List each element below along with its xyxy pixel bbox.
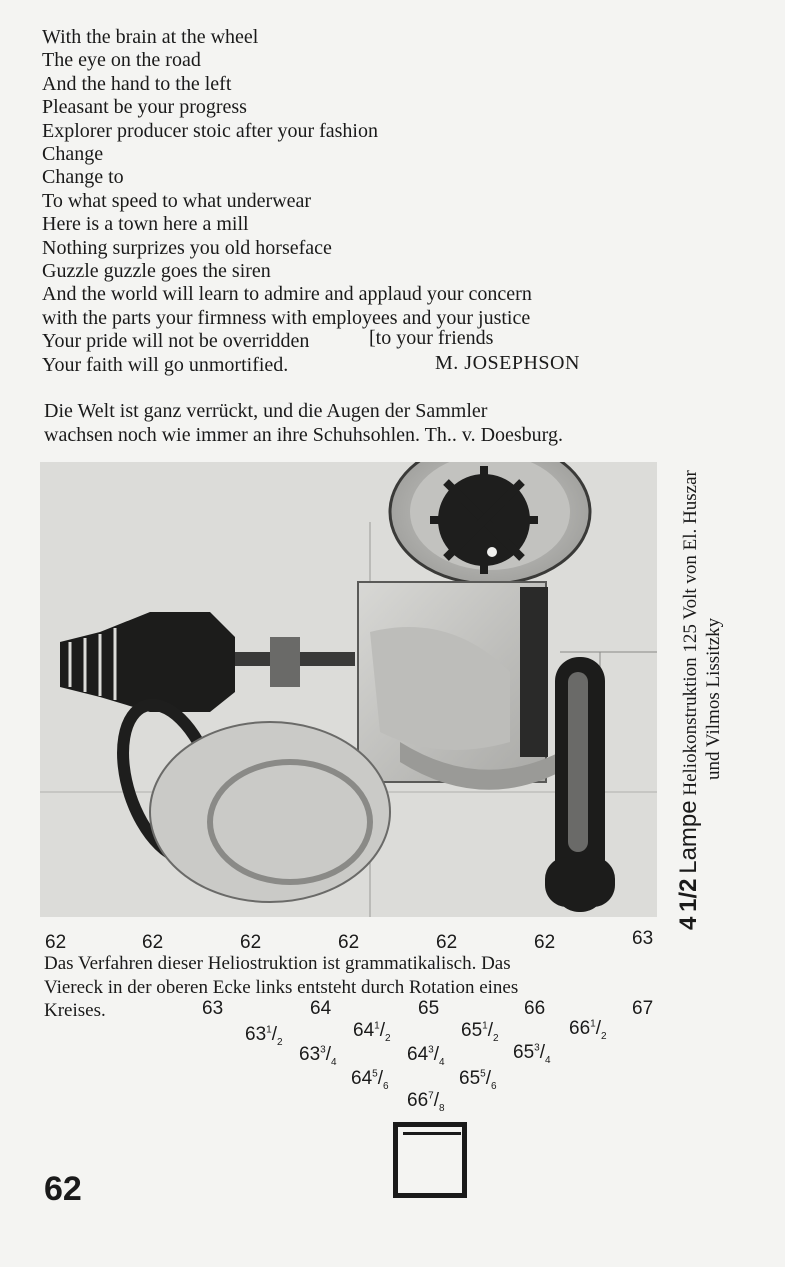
photo-caption xyxy=(670,460,780,930)
fraction-label: $63^1/_2$ xyxy=(245,1024,283,1048)
paragraph-line: Viereck in der oberen Ecke links entsteht durch Rotation eines xyxy=(44,976,519,998)
caption-line-1 xyxy=(675,460,702,930)
poem-line-left: Your faith will go unmortified. xyxy=(42,353,289,376)
fraction-label: $64^1/_2$ xyxy=(353,1020,391,1044)
poem-signature: M. JOSEPHSON xyxy=(435,351,580,374)
square-symbol-inner xyxy=(403,1132,461,1192)
caption-subtitle-2: und Vilmos Lissitzky xyxy=(703,617,724,780)
poem-line: Nothing surprizes you old horseface xyxy=(42,236,332,259)
poem-line: Guzzle guzzle goes the siren xyxy=(42,260,271,283)
ruler-number: 65 xyxy=(418,998,440,1019)
poem-line: Pleasant be your progress xyxy=(42,96,247,119)
quote-line: Die Welt ist ganz verrückt, und die Augen der Sammler xyxy=(44,400,488,422)
ruler-number: 62 xyxy=(534,932,556,953)
paragraph-line: Das Verfahren dieser Heliostruktion ist grammatikalisch. Das xyxy=(44,953,511,974)
lamp-photograph-illustration xyxy=(40,462,657,917)
fraction-label: $64^3/_4$ xyxy=(407,1044,445,1068)
page-number: 62 xyxy=(44,1170,82,1208)
quote-line: wachsen noch wie immer an ihre Schuhsohlen. Th.. v. Doesburg. xyxy=(44,423,563,446)
fraction-label: $64^5/_6$ xyxy=(351,1068,389,1092)
ruler-number: 63 xyxy=(632,928,654,949)
poem-line: The eye on the road xyxy=(42,49,201,72)
fraction-label: $63^3/_4$ xyxy=(299,1044,337,1068)
poem-line: And the world will learn to admire and applaud your concern xyxy=(42,283,532,306)
paragraph-line: Kreises. xyxy=(44,1000,106,1021)
caption-number: 4 xyxy=(675,916,702,930)
german-quote xyxy=(44,400,684,447)
poem-line: To what speed to what underwear xyxy=(42,189,312,212)
poem xyxy=(42,26,702,377)
ruler-number: 62 xyxy=(338,932,360,953)
caption-title: Lampe xyxy=(675,800,702,874)
poem-line xyxy=(42,351,702,377)
ruler-number: 62 xyxy=(45,932,67,953)
poem-line: Here is a town here a mill xyxy=(42,213,249,236)
ruler-number: 62 xyxy=(436,932,458,953)
caption-fraction: 1/2 xyxy=(675,878,702,912)
poem-line: And the hand to the left xyxy=(42,72,232,95)
fraction-label: $65^3/_4$ xyxy=(513,1042,551,1066)
poem-line: with the parts your firmness with employees and your justice xyxy=(42,306,531,329)
caption-subtitle: Heliokonstruktion 125 Volt von El. Huszar xyxy=(680,470,701,796)
fraction-label: $65^1/_2$ xyxy=(461,1020,499,1044)
ruler-number: 64 xyxy=(310,998,332,1019)
poem-line: Change xyxy=(42,143,104,166)
poem-line xyxy=(42,327,702,353)
ruler-number: 63 xyxy=(202,998,224,1019)
heliostruction-paragraph xyxy=(44,952,664,1023)
ruler-number: 62 xyxy=(142,932,164,953)
ruler-number: 66 xyxy=(524,998,546,1019)
poem-line-left: Your pride will not be overridden xyxy=(42,330,310,353)
lamp-photograph xyxy=(40,462,657,917)
photo-caption-rotated xyxy=(675,460,726,930)
fraction-label: $66^1/_2$ xyxy=(569,1018,607,1042)
ruler-number: 67 xyxy=(632,998,654,1019)
fraction-label: $66^7/_8$ xyxy=(407,1090,445,1114)
fraction-label: $65^5/_6$ xyxy=(459,1068,497,1092)
ruler-number: 62 xyxy=(240,932,262,953)
poem-line: With the brain at the wheel xyxy=(42,26,259,48)
poem-line-right: [to your friends xyxy=(369,327,494,350)
poem-line: Explorer producer stoic after your fashion xyxy=(42,119,378,142)
poem-line: Change to xyxy=(42,166,124,189)
